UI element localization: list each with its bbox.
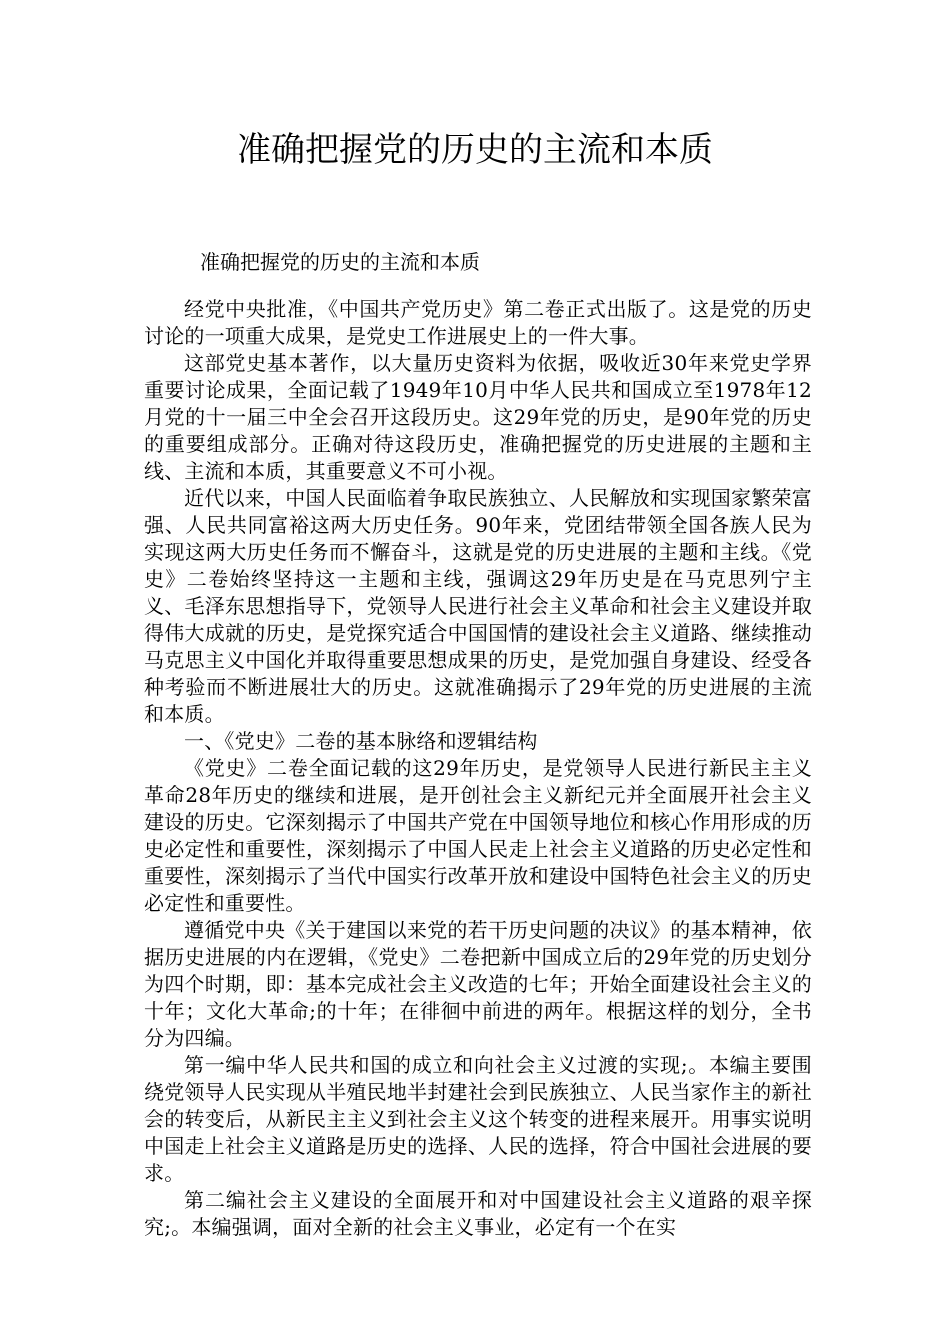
- document-body: [144, 296, 812, 1241]
- paragraph: 《党史》二卷全面记载的这29年历史，是党领导人民进行新民主主义革命28年历史的继续和进展，是开创社会主义新纪元并全面展开社会主义建设的历史。它深刻揭示了中国共产党在中国领导地位和核心作用形成的历史必定性和重要性，深刻揭示了中国人民走上社会主义道路的历史必定性和重要性，深刻揭示了当代中国实行改革开放和建设中国特色社会主义的历史必定性和重要性。: [144, 756, 812, 915]
- paragraph: 第一编中华人民共和国的成立和向社会主义过渡的实现;。本编主要围绕党领导人民实现从半殖民地半封建社会到民族独立、人民当家作主的新社会的转变后，从新民主主义到社会主义这个转变的进程来展开。用事实说明中国走上社会主义道路是历史的选择、人民的选择，符合中国社会进展的要求。: [144, 1053, 812, 1185]
- paragraph: 经党中央批准，《中国共产党历史》第二卷正式出版了。这是党的历史讨论的一项重大成果，是党史工作进展史上的一件大事。: [144, 297, 812, 348]
- document-title: 准确把握党的历史的主流和本质: [237, 130, 713, 170]
- paragraph: 第二编社会主义建设的全面展开和对中国建设社会主义道路的艰辛探究;。本编强调，面对全新的社会主义事业，必定有一个在实: [144, 1188, 812, 1239]
- document-subtitle: 准确把握党的历史的主流和本质: [200, 250, 480, 274]
- section-heading: 一、《党史》二卷的基本脉络和逻辑结构: [184, 729, 538, 753]
- paragraph: 遵循党中央《关于建国以来党的若干历史问题的决议》的基本精神，依据历史进展的内在逻辑，《党史》二卷把新中国成立后的29年党的历史划分为四个时期，即：基本完成社会主义改造的七年；开始全面建设社会主义的十年；文化大革命;的十年；在徘徊中前进的两年。根据这样的划分，全书分为四编。: [144, 918, 812, 1050]
- paragraph: 这部党史基本著作，以大量历史资料为依据，吸收近30年来党史学界重要讨论成果，全面记载了1949年10月中华人民共和国成立至1978年12月党的十一届三中全会召开这段历史。这29年党的历史，是90年党的历史的重要组成部分。正确对待这段历史，准确把握党的历史进展的主题和主线、主流和本质，其重要意义不可小视。: [144, 351, 812, 483]
- paragraph: 近代以来，中国人民面临着争取民族独立、人民解放和实现国家繁荣富强、人民共同富裕这两大历史任务。90年来，党团结带领全国各族人民为实现这两大历史任务而不懈奋斗，这就是党的历史进展的主题和主线。《党史》二卷始终坚持这一主题和主线，强调这29年历史是在马克思列宁主义、毛泽东思想指导下，党领导人民进行社会主义革命和社会主义建设并取得伟大成就的历史，是党探究适合中国国情的建设社会主义道路、继续推动马克思主义中国化并取得重要思想成果的历史，是党加强自身建设、经受各种考验而不断进展壮大的历史。这就准确揭示了29年党的历史进展的主流和本质。: [144, 486, 812, 726]
